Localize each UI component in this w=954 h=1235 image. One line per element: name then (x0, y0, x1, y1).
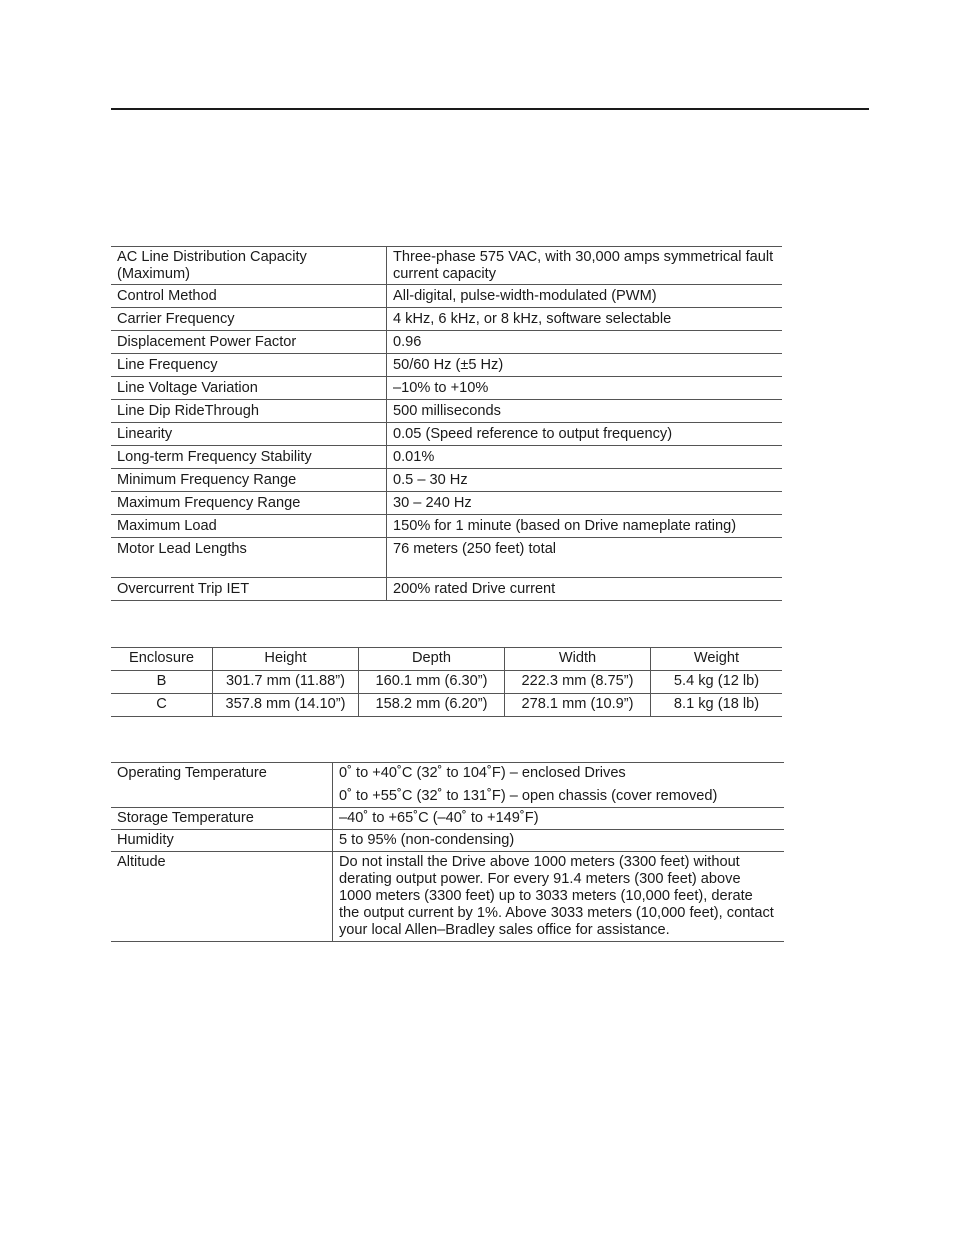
spec-value: 200% rated Drive current (387, 578, 783, 601)
table-row (111, 694, 782, 717)
spec-label: Maximum Load (111, 515, 387, 538)
spec-label: Linearity (111, 423, 387, 446)
env-label: Storage Temperature (111, 808, 333, 830)
env-value (333, 763, 785, 808)
env-value: Do not install the Drive above 1000 meters (3300 feet) without derating output power. For every 91.4 meters (300 feet) above 1000 meters (3300 feet) up to 3033 meters (10,000 feet), derate the output current by 1%. Above 3033 meters (10,000 feet), contact your local Allen–Bradley sales office for assistance. (333, 852, 785, 942)
table-row (111, 808, 784, 830)
spec-label: Control Method (111, 285, 387, 308)
table-row (111, 671, 782, 694)
env-value: 5 to 95% (non-condensing) (333, 830, 785, 852)
spec-value: 4 kHz, 6 kHz, or 8 kHz, software selectable (387, 308, 783, 331)
spec-label: Carrier Frequency (111, 308, 387, 331)
env-value: –40˚ to +65˚C (–40˚ to +149˚F) (333, 808, 785, 830)
environment-table (111, 762, 784, 942)
table-cell: 8.1 kg (18 lb) (651, 694, 783, 717)
spec-label: AC Line Distribution Capacity (Maximum) (111, 247, 387, 285)
table-cell: 160.1 mm (6.30”) (359, 671, 505, 694)
table-row (111, 538, 782, 578)
table-cell: B (111, 671, 213, 694)
header-rule (111, 108, 869, 110)
spec-label: Overcurrent Trip IET (111, 578, 387, 601)
operating-temp-open: 0˚ to +55˚C (32˚ to 131˚F) – open chassis (cover removed) (339, 788, 718, 804)
dimensions-table (111, 647, 782, 717)
spec-label: Long-term Frequency Stability (111, 446, 387, 469)
spec-label: Line Frequency (111, 354, 387, 377)
spec-value: 0.05 (Speed reference to output frequency) (387, 423, 783, 446)
table-row (111, 423, 782, 446)
table-row (111, 830, 784, 852)
table-cell: 158.2 mm (6.20”) (359, 694, 505, 717)
column-header: Height (213, 648, 359, 671)
spec-value: 0.96 (387, 331, 783, 354)
spec-value: 50/60 Hz (±5 Hz) (387, 354, 783, 377)
table-row (111, 331, 782, 354)
table-cell: C (111, 694, 213, 717)
table-row (111, 852, 784, 942)
column-header: Depth (359, 648, 505, 671)
spec-label: Maximum Frequency Range (111, 492, 387, 515)
spec-label: Displacement Power Factor (111, 331, 387, 354)
operating-temp-enclosed: 0˚ to +40˚C (32˚ to 104˚F) – enclosed Drives (339, 765, 626, 781)
table-row (111, 354, 782, 377)
table-cell: 222.3 mm (8.75”) (505, 671, 651, 694)
table-row (111, 469, 782, 492)
env-label: Altitude (111, 852, 333, 942)
table-cell: 5.4 kg (12 lb) (651, 671, 783, 694)
table-row (111, 400, 782, 423)
spec-value: 0.5 – 30 Hz (387, 469, 783, 492)
spec-value: 0.01% (387, 446, 783, 469)
table-row (111, 308, 782, 331)
table-cell: 301.7 mm (11.88”) (213, 671, 359, 694)
table-row (111, 247, 782, 285)
table-row (111, 763, 784, 808)
env-label: Operating Temperature (111, 763, 333, 808)
spec-value: 30 – 240 Hz (387, 492, 783, 515)
table-cell: 278.1 mm (10.9”) (505, 694, 651, 717)
spec-value: 150% for 1 minute (based on Drive nameplate rating) (387, 515, 783, 538)
spec-value: 500 milliseconds (387, 400, 783, 423)
table-header-row (111, 648, 782, 671)
column-header: Weight (651, 648, 783, 671)
electrical-specs-table (111, 246, 782, 601)
table-cell: 357.8 mm (14.10”) (213, 694, 359, 717)
table-row (111, 515, 782, 538)
table-row (111, 285, 782, 308)
table-row (111, 377, 782, 400)
spec-label: Line Voltage Variation (111, 377, 387, 400)
spec-label: Minimum Frequency Range (111, 469, 387, 492)
spec-value: 76 meters (250 feet) total (387, 538, 783, 578)
column-header: Enclosure (111, 648, 213, 671)
spec-value: –10% to +10% (387, 377, 783, 400)
spec-label: Motor Lead Lengths (111, 538, 387, 578)
spec-value: All-digital, pulse-width-modulated (PWM) (387, 285, 783, 308)
env-label: Humidity (111, 830, 333, 852)
spec-value: Three-phase 575 VAC, with 30,000 amps symmetrical fault current capacity (387, 247, 783, 285)
table-row (111, 446, 782, 469)
spec-label: Line Dip RideThrough (111, 400, 387, 423)
table-row (111, 578, 782, 601)
column-header: Width (505, 648, 651, 671)
table-row (111, 492, 782, 515)
